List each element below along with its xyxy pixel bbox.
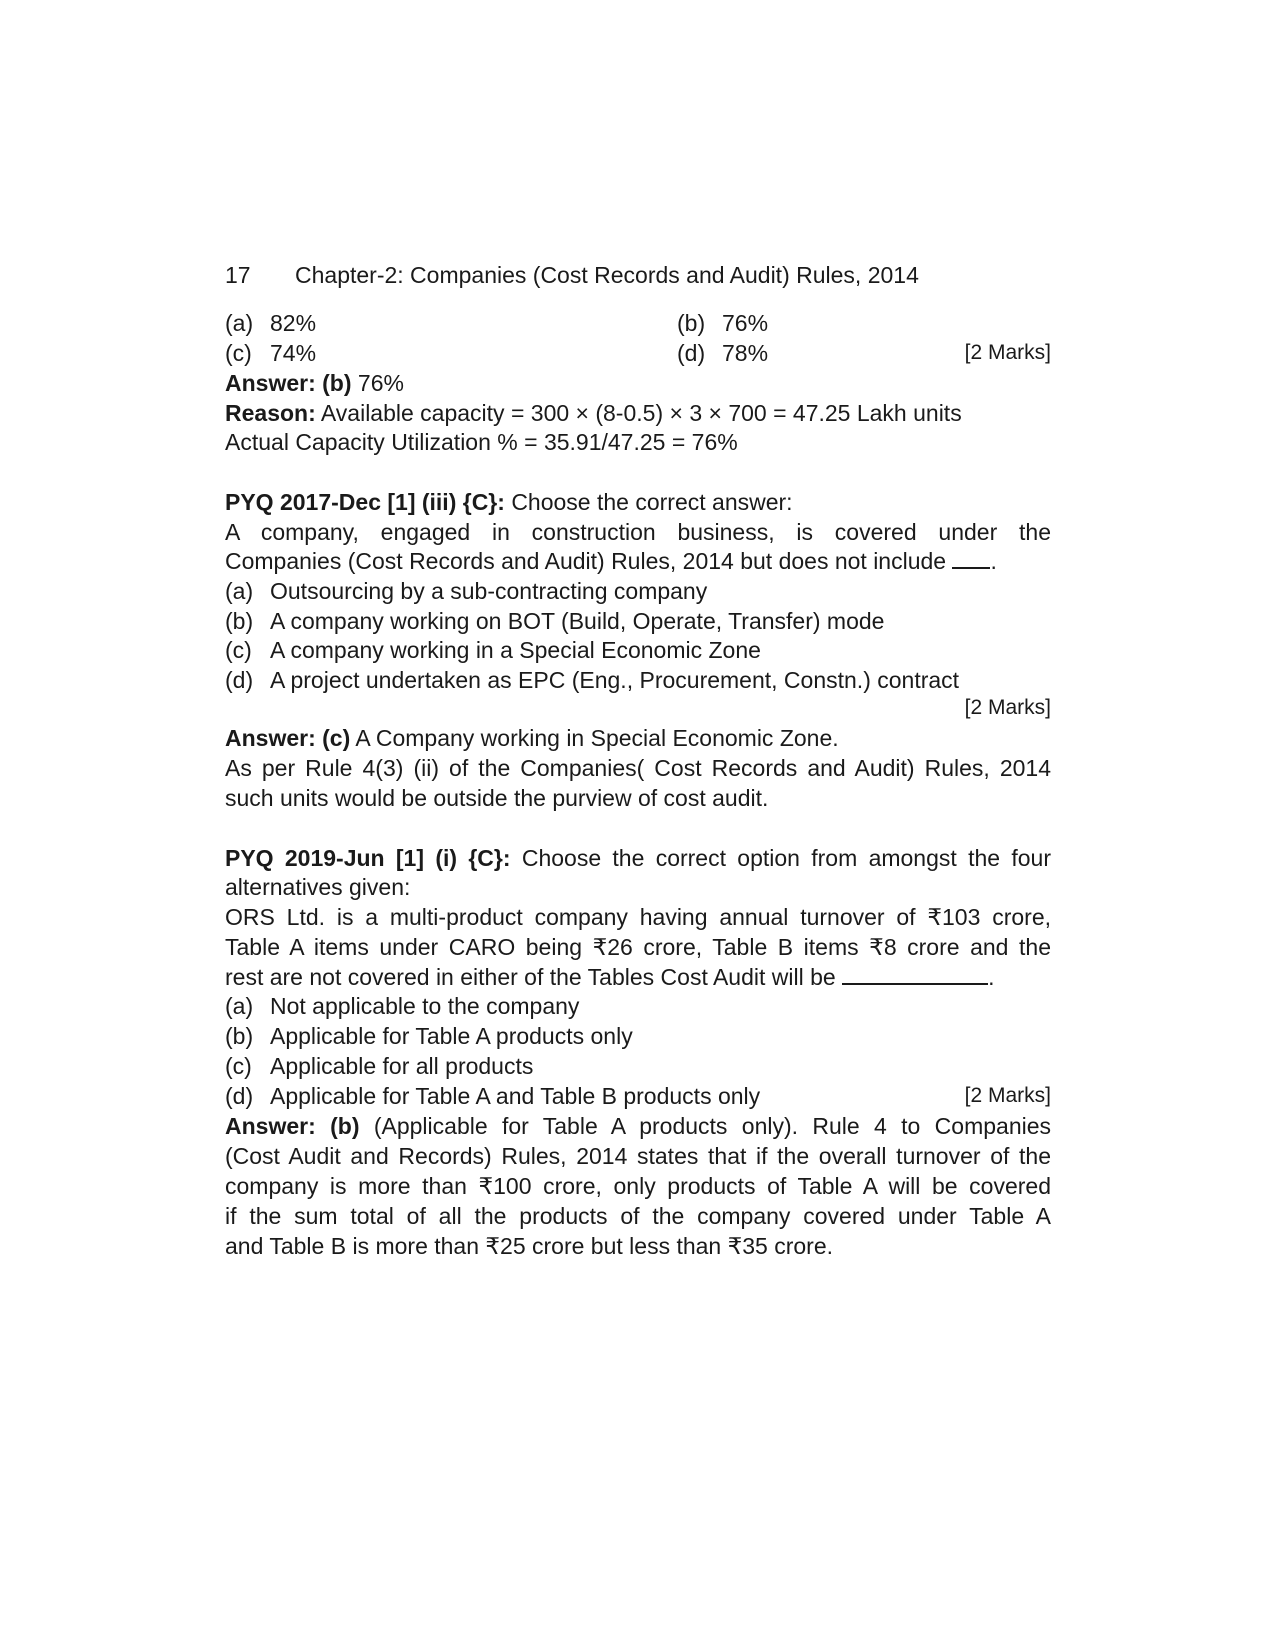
option-text: 74% [270, 340, 317, 366]
answer-text: 76% [357, 370, 404, 396]
option-label: (d) [225, 667, 254, 693]
option-label: (d) [225, 1083, 254, 1109]
answer-label: Answer: [225, 725, 316, 751]
answer-choice: (b) [330, 1113, 360, 1139]
q2-option-b [225, 606, 1051, 636]
option-label: (b) [225, 608, 254, 634]
marks-label: [2 Marks] [964, 341, 1051, 364]
q3-instruction-line2: alternatives given: [225, 874, 411, 900]
q1-answer [225, 368, 1051, 398]
page-header [225, 262, 919, 289]
option-label: (c) [225, 340, 252, 366]
option-label: (c) [225, 1053, 252, 1079]
option-label: (b) [225, 1023, 254, 1049]
q3-stem-line3: rest are not covered in either of the Tables Cost Audit will be . [225, 964, 995, 990]
q3-option-a [225, 991, 1051, 1021]
option-text: 78% [722, 340, 769, 366]
fill-blank [842, 965, 988, 985]
option-text: Applicable for all products [270, 1053, 534, 1079]
q1-reason [225, 398, 1051, 428]
option-label: (a) [225, 993, 254, 1019]
marks-label: [2 Marks] [964, 696, 1051, 719]
q2-explanation-line2: such units would be outside the purview of cost audit. [225, 785, 769, 811]
answer-label: Answer: [225, 1113, 316, 1139]
q3-stem-line1: ORS Ltd. is a multi-product company having annual turnover of ₹103 crore, [225, 904, 1051, 930]
marks-label: [2 Marks] [964, 1084, 1051, 1107]
q2-answer [225, 723, 1051, 753]
answer-choice: (b) [322, 370, 352, 396]
answer-choice: (c) [322, 725, 351, 751]
q3-answer-line3: company is more than ₹100 crore, only products of Table A will be covered [225, 1173, 1051, 1199]
fill-blank [952, 549, 990, 569]
q2-explanation-line1: As per Rule 4(3) (ii) of the Companies( Cost Records and Audit) Rules, 2014 [225, 755, 1051, 781]
question-title: PYQ 2017-Dec [1] (iii) {C}: [225, 489, 505, 515]
answer-label: Answer: [225, 370, 316, 396]
q3-stem-line2: Table A items under CARO being ₹26 crore, Table B items ₹8 crore and the [225, 934, 1051, 960]
option-label: (a) [225, 310, 254, 336]
option-text: A company working in a Special Economic Zone [270, 637, 761, 663]
chapter-title: Chapter-2: Companies (Cost Records and Audit) Rules, 2014 [295, 262, 919, 288]
reason-label: Reason: [225, 400, 316, 426]
option-text: 76% [722, 310, 769, 336]
option-text: A company working on BOT (Build, Operate, Transfer) mode [270, 608, 885, 634]
q2-option-c [225, 635, 1051, 665]
q3-title [225, 843, 1051, 873]
q3-answer-line2: (Cost Audit and Records) Rules, 2014 states that if the overall turnover of the [225, 1143, 1051, 1169]
q3-option-b [225, 1021, 1051, 1051]
q3-option-c [225, 1051, 1051, 1081]
option-text: Not applicable to the company [270, 993, 580, 1019]
question-instruction: Choose the correct answer: [511, 489, 793, 515]
answer-text: A Company working in Special Economic Zone. [355, 725, 839, 751]
q3-answer-line5: and Table B is more than ₹25 crore but less than ₹35 crore. [225, 1233, 834, 1259]
answer-text: (Applicable for Table A products only). Rule 4 to Companies [373, 1113, 1052, 1139]
q2-option-d [225, 665, 1051, 695]
q2-stem-line1: A company, engaged in construction business, is covered under the [225, 519, 1051, 545]
option-text: A project undertaken as EPC (Eng., Procurement, Constn.) contract [270, 667, 960, 693]
q2-title [225, 487, 1051, 517]
option-label: (a) [225, 578, 254, 604]
q2-option-a [225, 576, 1051, 606]
question-instruction: Choose the correct option from amongst the four [521, 845, 1052, 871]
option-text: Applicable for Table A products only [270, 1023, 633, 1049]
option-label: (b) [677, 310, 706, 336]
stem-text: rest are not covered in either of the Tables Cost Audit will be [225, 964, 836, 990]
q3-answer-line4: if the sum total of all the products of the company covered under Table A [225, 1203, 1051, 1229]
q3-option-d [225, 1081, 1051, 1111]
q2-stem-line2: Companies (Cost Records and Audit) Rules, 2014 but does not include . [225, 548, 997, 574]
q3-answer [225, 1111, 1051, 1141]
option-label: (c) [225, 637, 252, 663]
q1-options-row-1 [225, 308, 1051, 338]
option-text: Outsourcing by a sub-contracting company [270, 578, 708, 604]
option-label: (d) [677, 340, 706, 366]
stem-text: Companies (Cost Records and Audit) Rules, 2014 but does not include [225, 548, 947, 574]
q1-options-row-2 [225, 338, 1051, 368]
page-number: 17 [225, 262, 251, 288]
reason-text: Available capacity = 300 × (8-0.5) × 3 × 700 = 47.25 Lakh units [320, 400, 962, 426]
question-title: PYQ 2019-Jun [1] (i) {C}: [225, 845, 511, 871]
option-text: 82% [270, 310, 317, 336]
q1-reason-line2: Actual Capacity Utilization % = 35.91/47.25 = 76% [225, 429, 738, 455]
option-text: Applicable for Table A and Table B products only [270, 1083, 761, 1109]
